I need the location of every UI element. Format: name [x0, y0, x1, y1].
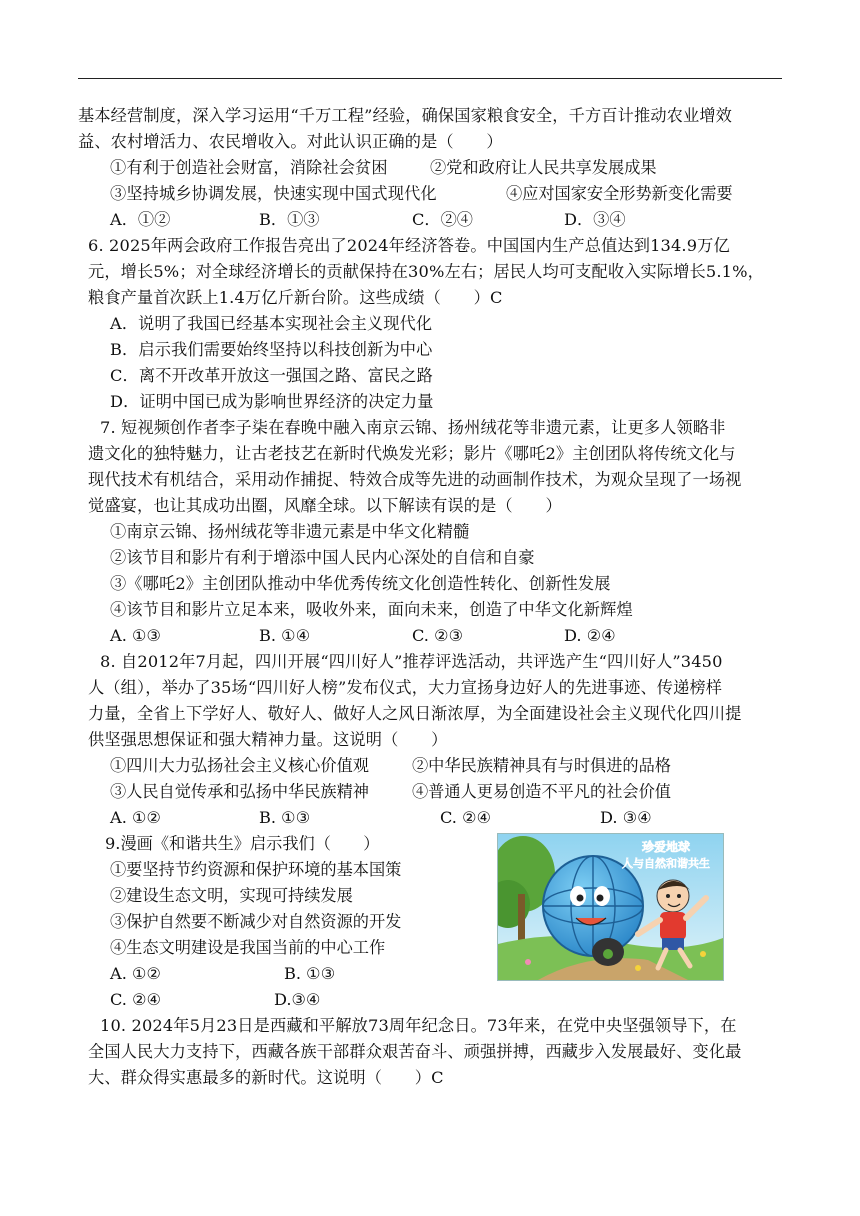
q5-statement-4: ④应对国家安全形势新变化需要 [506, 184, 733, 203]
cartoon-illustration [498, 834, 723, 980]
q8-option-c: C. ②④ [440, 808, 492, 827]
q5-option-d: D．③④ [564, 210, 626, 229]
q7-stem-line1: 7. 短视频创作者李子柒在春晚中融入南京云锦、扬州绒花等非遗元素，让更多人领略非 [100, 418, 726, 437]
q8-stem-line3: 力量，全省上下学好人、敬好人、做好人之风日渐浓厚，为全面建设社会主义现代化四川提 [88, 704, 742, 723]
q7-option-a: A. ①③ [110, 626, 162, 645]
q7-option-c: C. ②③ [412, 626, 464, 645]
q8-option-b: B. ①③ [259, 808, 311, 827]
q7-option-d: D. ②④ [564, 626, 616, 645]
q6-option-d: D．证明中国已成为影响世界经济的决定力量 [110, 392, 434, 411]
q8-statement-1: ①四川大力弘扬社会主义核心价值观 [110, 756, 369, 775]
q7-stem-line4: 觉盛宴，也让其成功出圈，风靡全球。以下解读有误的是（ ） [88, 496, 562, 515]
q8-statement-2: ②中华民族精神具有与时俱进的品格 [412, 756, 671, 775]
q7-stem-line2: 遗文化的独特魅力，让古老技艺在新时代焕发光彩；影片《哪吒2》主创团队将传统文化与 [88, 444, 736, 463]
q9-statement-1: ①要坚持节约资源和保护环境的基本国策 [110, 860, 402, 879]
q9-stem: 9.漫画《和谐共生》启示我们（ ） [105, 834, 380, 853]
q10-stem-line1: 10. 2024年5月23日是西藏和平解放73周年纪念日。73年来，在党中央坚强领导下，在 [100, 1016, 737, 1035]
q9-statement-4: ④生态文明建设是我国当前的中心工作 [110, 938, 386, 957]
cartoon-harmonious-coexistence [497, 833, 724, 981]
q6-stem-line1: 6. 2025年两会政府工作报告亮出了2024年经济答卷。中国国内生产总值达到134.9万亿 [88, 236, 730, 255]
cartoon-caption-1: 珍爱地球 [641, 840, 691, 854]
q9-option-d: D.③④ [274, 990, 321, 1009]
q5-option-c: C．②④ [412, 210, 473, 229]
q7-statement-2: ②该节目和影片有利于增添中国人民内心深处的自信和自豪 [110, 548, 535, 567]
q9-statement-2: ②建设生态文明，实现可持续发展 [110, 886, 353, 905]
q10-stem-line3: 大、群众得实惠最多的新时代。这说明（ ）C [88, 1068, 444, 1087]
q6-option-a: A．说明了我国已经基本实现社会主义现代化 [110, 314, 433, 333]
q5-statement-1: ①有利于创造社会财富，消除社会贫困 [110, 158, 388, 177]
q5-statement-2: ②党和政府让人民共享发展成果 [430, 158, 657, 177]
q6-stem-line3: 粮食产量首次跃上1.4万亿斤新台阶。这些成绩（ ）C [88, 288, 503, 307]
q9-option-b: B. ①③ [284, 964, 336, 983]
q6-option-b: B．启示我们需要始终坚持以科技创新为中心 [110, 340, 433, 359]
q8-statement-3: ③人民自觉传承和弘扬中华民族精神 [110, 782, 369, 801]
q5-option-b: B．①③ [259, 210, 320, 229]
q5-stem-line2: 益、农村增活力、农民增收入。对此认识正确的是（ ） [78, 132, 503, 151]
q5-statement-3: ③坚持城乡协调发展，快速实现中国式现代化 [110, 184, 437, 203]
q8-stem-line2: 人（组），举办了35场“四川好人榜”发布仪式，大力宣扬身边好人的先进事迹、传递榜样 [88, 678, 723, 697]
q6-stem-line2: 元，增长5%；对全球经济增长的贡献保持在30%左右；居民人均可支配收入实际增长5.1%， [88, 262, 764, 281]
header-rule [78, 78, 782, 79]
q8-stem-line1: 8. 自2012年7月起，四川开展“四川好人”推荐评选活动，共评选产生“四川好人”3450 [100, 652, 723, 671]
q5-stem-line1: 基本经营制度，深入学习运用“千万工程”经验，确保国家粮食安全，千方百计推动农业增效 [78, 106, 733, 125]
q7-option-b: B. ①④ [259, 626, 311, 645]
q8-option-d: D. ③④ [600, 808, 652, 827]
q8-option-a: A. ①② [110, 808, 162, 827]
q6-option-c: C．离不开改革开放这一强国之路、富民之路 [110, 366, 433, 385]
q7-stem-line3: 现代技术有机结合，采用动作捕捉、特效合成等先进的动画制作技术，为观众呈现了一场视 [88, 470, 742, 489]
cartoon-caption-2: 人与自然和谐共生 [622, 857, 710, 870]
q10-stem-line2: 全国人民大力支持下，西藏各族干部群众艰苦奋斗、顽强拼搏，西藏步入发展最好、变化最 [88, 1042, 742, 1061]
q7-statement-4: ④该节目和影片立足本来，吸收外来，面向未来，创造了中华文化新辉煌 [110, 600, 633, 619]
q7-statement-1: ①南京云锦、扬州绒花等非遗元素是中华文化精髓 [110, 522, 470, 541]
q5-option-a: A．①② [110, 210, 171, 229]
q9-option-a: A. ①② [110, 964, 162, 983]
q9-statement-3: ③保护自然要不断减少对自然资源的开发 [110, 912, 402, 931]
q8-statement-4: ④普通人更易创造不平凡的社会价值 [412, 782, 671, 801]
q8-stem-line4: 供坚强思想保证和强大精神力量。这说明（ ） [88, 730, 448, 749]
q9-option-c: C. ②④ [110, 990, 162, 1009]
q7-statement-3: ③《哪吒2》主创团队推动中华优秀传统文化创造性转化、创新性发展 [110, 574, 611, 593]
